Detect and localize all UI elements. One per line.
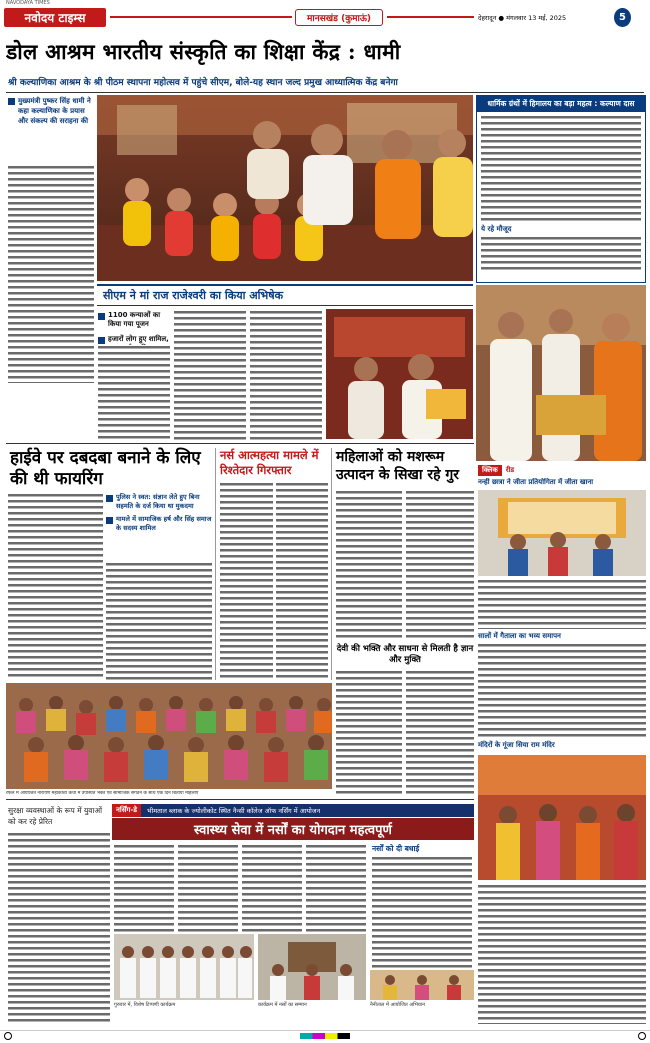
lead-rule [6,92,644,93]
nursing-body-4 [306,844,366,932]
inset-body-2 [174,310,246,440]
nursing-headline-band [112,818,474,840]
body-text [114,844,174,932]
body-text [481,115,641,223]
section-name: मानसखंड (कुमाऊं) [306,14,372,24]
devi-body-2 [406,670,474,794]
firing-bullet-2: मामले में सामाजिक हर्ष और सिंह समाज के सदस्य शामिल [116,515,212,532]
lead-side-bullet-text: मुख्यमंत्री पुष्कर सिंह धामी ने कहा कल्याणिका के प्रयास और संकल्प की सराहना की [18,97,91,125]
firing-bullets [106,493,212,532]
body-text [8,165,94,383]
temple-photo-image [478,755,646,880]
inset-photo-image [326,309,473,439]
body-text [336,670,402,794]
right-box-heading: धार्मिक ग्रंथों में हिमालय का बड़ा महत्व : कल्याण दास [477,96,645,112]
registration-mark-left-icon [4,1032,12,1040]
nurse-headline: नर्स आत्महत्या मामले में रिश्तेदार गिरफ्तार [220,448,319,477]
devi-headline: देवी की भक्ति और साधना से मिलती है ज्ञान और मुक्ति [336,644,474,665]
body-text [250,310,322,440]
body-text [478,884,646,1024]
body-text [406,670,474,794]
nursing-body-1 [114,844,174,932]
click-read-tag [478,465,514,476]
crowd-photo [6,683,332,789]
body-text [336,490,402,640]
nurses-photo-2 [258,934,366,1000]
click-read-headline: नन्ही छात्रा ने जीता प्रतियोगिता में जीता खाना [478,478,594,486]
click-read-tag-b: रीड [505,466,515,474]
body-text [481,236,641,270]
nursing-headline: स्वास्थ्य सेवा में नर्सों का योगदान महत्वपूर्ण [194,823,392,838]
right-box-subheading: ये रहे मौजूद [481,225,512,233]
col-rule [331,448,332,680]
registration-mark-right-icon [638,1032,646,1040]
nurse-body-1 [220,482,273,680]
bullet-square-icon [8,98,15,105]
col-rule [215,448,216,680]
right-photo-image [476,285,646,461]
crowd-photo-image [6,683,332,789]
inset-body-1 [98,345,170,441]
women-body-1 [336,490,402,640]
bottom-side-text: सुरक्षा व्यवस्थाओं के रूप में युवाओं को कर रहे प्रेरित [8,806,103,826]
bottom-side-body [8,832,110,1022]
inset-divider [6,443,474,444]
lead-photo-image [97,95,473,281]
nursing-kicker: भीमताल ब्लाक के ज्योलीकोट स्थित नैन्सी कॉलेज ऑफ नर्सिंग में आयोजन [147,807,321,815]
brand-name: नवोदय टाइम्स [24,11,86,25]
body-text [276,482,328,680]
body-text [478,579,646,629]
click-read-tag-a: क्लिक [478,465,502,476]
bullet-square-icon [106,495,113,502]
footer-rule [0,1030,650,1031]
body-text [242,844,302,932]
nurse-body-2 [276,482,328,680]
lead-body-left [8,165,94,383]
right-photo [476,285,646,461]
firing-body-2 [106,562,212,680]
body-text [98,345,170,441]
lead-subhead: श्री कल्याणिका आश्रम के श्री पीठम स्थापना महोत्सव में पहुंचे सीएम, बोले-यह स्थान जल्द प्रमुख आध्यात्मिक केंद्र बनेगा [8,78,398,88]
click-read-body-1 [478,579,646,629]
inset-body-3 [250,310,322,440]
masthead [0,0,650,36]
click-read-sub-1: सालों में गैताला का भव्य समापन [478,632,561,640]
nurses-photo-3-image [370,970,474,1000]
masthead-tiny-label: NAVODAYA TIMES [6,0,50,6]
body-text [178,844,238,932]
click-read-sub-2: मंदिरों के गूंजा सिया राम मंदिर [478,741,555,749]
nurses-photo-1-image [114,934,254,1000]
click-read-photo [478,490,646,576]
body-text [306,844,366,932]
brand-logo [4,8,106,27]
nurses-photo-3 [370,970,474,1000]
bullet-square-icon [106,517,113,524]
masthead-rule-right [387,16,474,18]
inset-heading [97,284,473,306]
crowd-photo-caption: रैफेल में आयोजित नारायण महाकाव्य कथा में उपस्थित भक्त एवं सामाजिक संगठन के साथ एक दिन बिताया महिलाएं [6,791,199,796]
nursing-tag: नर्सिंग-डे [112,804,141,817]
click-read-photo-image [478,490,646,576]
firing-headline: हाईवे पर दबदबा बनाने के लिए की थी फायरिंग [10,448,201,489]
body-text [406,490,474,640]
page-number-badge [614,8,631,27]
inset-bullet-1: 1100 कन्याओं का किया गया पूजन [108,311,161,328]
masthead-date: देहरादून ● मंगलवार 13 मई, 2025 [478,14,567,22]
firing-body-1 [8,493,103,680]
lead-side-bullet [8,96,94,126]
nurses-photo-1 [114,934,254,1000]
inset-photo [326,309,473,439]
inset-bullet-2: हजारों लोग हुए शामिल, [108,335,169,343]
inset-heading-text: सीएम ने मां राज राजेश्वरी का किया अभिषेक [103,289,284,302]
section-label [295,9,383,26]
nursing-side-body [372,856,472,968]
bullet-square-icon [98,313,105,320]
masthead-rule-left [110,16,292,18]
women-body-2 [406,490,474,640]
nurses-caption-1: गुरुवार में, विशेष टिप्पणी कार्यक्रम [114,1002,176,1008]
lead-headline: डोल आश्रम भारतीय संस्कृति का शिक्षा केंद्र : धामी [6,39,401,64]
lead-photo [97,95,473,281]
firing-bullet-1: पुलिस ने स्वत: संज्ञान लेते हुए बिना सहमति के दर्ज किया था मुकदमा [116,493,200,510]
nursing-body-2 [178,844,238,932]
women-headline: महिलाओं को मशरूम उत्पादन के सिखा रहे गुर [336,449,459,483]
devi-body-1 [336,670,402,794]
page-number: 5 [619,12,626,23]
body-text [174,310,246,440]
color-bar-footer [300,1033,350,1039]
temple-photo [478,755,646,880]
body-text [8,493,103,680]
click-read-body-2 [478,643,646,739]
nursing-body-3 [242,844,302,932]
nurses-caption-2: कार्यक्रम में नर्सों का सम्मान [258,1002,307,1008]
right-box-body-2 [481,236,641,270]
bullet-square-icon [98,337,105,344]
body-text [106,562,212,680]
nurses-photo-2-image [258,934,366,1000]
body-text [8,832,110,1022]
mid-divider [6,799,474,800]
nurses-caption-3: नैनीताल में आयोजित अभियान [370,1002,425,1008]
nursing-banner [112,804,474,817]
temple-body [478,884,646,1024]
right-box [476,95,646,283]
nursing-side-heading: नर्सों को दी बधाई [372,844,420,853]
right-box-body [481,115,641,223]
body-text [478,643,646,739]
body-text [220,482,273,680]
body-text [372,856,472,968]
